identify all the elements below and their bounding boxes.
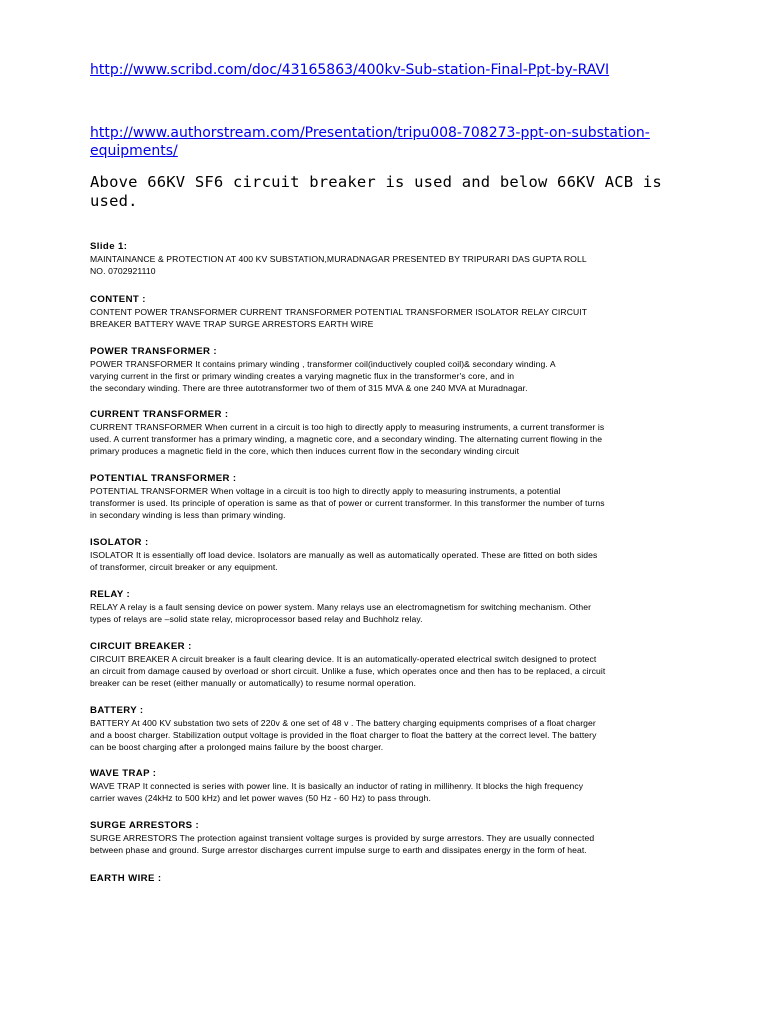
circuit-breaker-note: Above 66KV SF6 circuit breaker is used and below 66KV ACB is used. (90, 173, 662, 210)
section-heading: ISOLATOR : (90, 537, 149, 548)
section-heading: Slide 1: (90, 241, 128, 252)
section-body: ISOLATOR It is essentially off load device. Isolators are manually as well as automatically operated. These are fitted on both sides of transformer, circuit breaker or any equipment. (90, 550, 598, 572)
section-current-transformer (90, 409, 682, 457)
section-body: BATTERY At 400 KV substation two sets of 220v & one set of 48 v . The battery charging equipments comprises of a float charger and a boost charger. Stabilization output voltage is provided in the float charger to float the battery at the correct level. The battery can be boost charging after a prolonged mains failure by the boost charger. (90, 718, 597, 752)
section-power-transformer (90, 346, 682, 394)
section-circuit-breaker (90, 641, 682, 689)
scribd-link[interactable]: http://www.scribd.com/doc/43165863/400kv-Sub-station-Final-Ppt-by-RAVI (90, 62, 610, 78)
section-heading: CONTENT : (90, 294, 146, 305)
section-potential-transformer (90, 473, 682, 521)
section-heading: CIRCUIT BREAKER : (90, 641, 192, 652)
section-body: MAINTAINANCE & PROTECTION AT 400 KV SUBSTATION,MURADNAGAR PRESENTED BY TRIPURARI DAS GUPTA ROLL NO. 0702921110 (90, 254, 587, 276)
section-body: CONTENT POWER TRANSFORMER CURRENT TRANSFORMER POTENTIAL TRANSFORMER ISOLATOR RELAY CIRCUIT BREAKER BATTERY WAVE TRAP SURGE ARRESTORS EARTH WIRE (90, 307, 588, 329)
section-wave-trap (90, 768, 682, 804)
section-heading: SURGE ARRESTORS : (90, 820, 200, 831)
section-heading: BATTERY : (90, 705, 144, 716)
section-slide-1 (90, 241, 682, 277)
section-body: RELAY A relay is a fault sensing device on power system. Many relays use an electromagnetism for switching mechanism. Other types of relays are –solid state relay, microprocessor based relay and Buchholz relay. (90, 602, 592, 624)
section-relay (90, 589, 682, 625)
section-body: POWER TRANSFORMER It contains primary winding , transformer coil(inductively coupled coil)& secondary winding. A varying current in the first or primary winding creates a varying magnetic flux in the transformer's core, and in the secondary winding. There are three autotransformer two of them of 315 MVA & one 240 MVA at Muradnagar. (90, 359, 556, 393)
section-battery (90, 705, 682, 753)
section-body: CIRCUIT BREAKER A circuit breaker is a fault clearing device. It is an automatically-operated electrical switch designed to protect an circuit from damage caused by overload or short circuit. Unlike a fuse, which operates once and then has to be replaced, a circuit breaker can be reset (either manually or automatically) to resume normal operation. (90, 654, 606, 688)
section-body: WAVE TRAP It connected is series with power line. It is basically an inductor of rating in millihenry. It blocks the high frequency carrier waves (24kHz to 500 kHz) and let power waves (50 Hz - 60 Hz) to pass through. (90, 781, 584, 803)
section-surge-arrestors (90, 820, 682, 856)
section-heading: POWER TRANSFORMER : (90, 346, 217, 357)
section-heading: WAVE TRAP : (90, 768, 157, 779)
section-earth-wire (90, 873, 682, 885)
section-heading: EARTH WIRE : (90, 873, 162, 884)
section-heading: POTENTIAL TRANSFORMER : (90, 473, 237, 484)
section-isolator (90, 537, 682, 573)
section-body: POTENTIAL TRANSFORMER When voltage in a circuit is too high to directly apply to measuring instruments, a potential transformer is used. Its principle of operation is same as that of power or current transformer. In this transformer the number of turns in secondary winding is less than primary winding. (90, 486, 605, 520)
section-body: SURGE ARRESTORS The protection against transient voltage surges is provided by surge arrestors. They are usually connected between phase and ground. Surge arrestor discharges current impulse surge to earth and dissipates energy in the form of heat. (90, 833, 595, 855)
section-heading: CURRENT TRANSFORMER : (90, 409, 229, 420)
section-body: CURRENT TRANSFORMER When current in a circuit is too high to directly apply to measuring instruments, a current transformer is used. A current transformer has a primary winding, a magnetic core, and a secondary winding. The alternating current flowing in the primary produces a magnetic field in the core, which then induces current flow in the secondary winding circuit (90, 422, 605, 456)
section-heading: RELAY : (90, 589, 131, 600)
section-content (90, 294, 682, 330)
authorstream-link[interactable]: http://www.authorstream.com/Presentation/tripu008-708273-ppt-on-substation-equipments/ (90, 125, 650, 159)
